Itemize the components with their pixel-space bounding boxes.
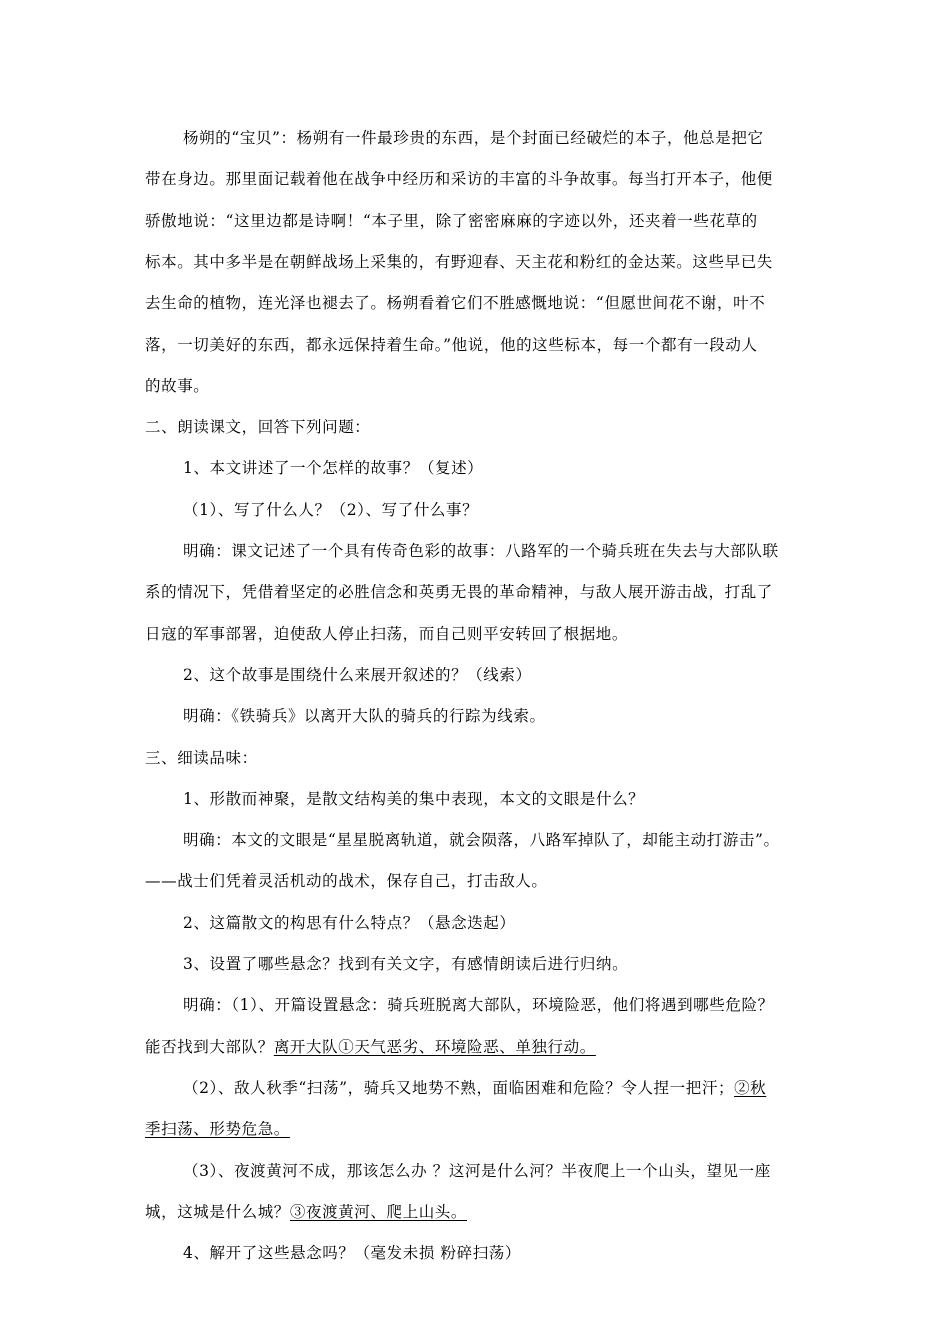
answer-3-3-line-3-text: （2）、敌人秋季“扫荡”，骑兵又地势不熟，面临困难和危险？令人捏一把汗； [183, 1079, 735, 1097]
para-yangshuo-line-6: 落，一切美好的东西，都永远保持着生命。”他说，他的这些标本，每一个都有一段动人 [145, 336, 758, 354]
answer-3-3-line-4 [145, 1119, 290, 1139]
answer-3-3-line-1: 明确：（1）、开篇设置悬念：骑兵班脱离大部队，环境险恶，他们将遇到哪些危险？ [183, 996, 774, 1014]
underlined-note-3: ③夜渡黄河、爬上山头。 [289, 1203, 468, 1221]
para-yangshuo-line-1: 杨朔的“宝贝”：杨朔有一件最珍贵的东西，是个封面已经破烂的本子，他总是把它 [183, 129, 764, 147]
answer-3-3-line-3 [183, 1078, 766, 1098]
answer-2: 明确：《铁骑兵》以离开大队的骑兵的行踪为线索。 [183, 707, 546, 725]
answer-3-3-line-2 [145, 1037, 596, 1057]
question-1-sub: （1）、写了什么人？（2）、写了什么事？ [183, 501, 479, 519]
answer-3-3-line-6-text: 城，这城是什么城？ [145, 1203, 290, 1221]
para-yangshuo-line-5: 去生命的植物，连光泽也褪去了。杨朔看着它们不胜感慨地说：“但愿世间花不谢，叶不 [145, 294, 766, 312]
para-yangshuo-line-2: 带在身边。那里面记载着他在战争中经历和采访的丰富的斗争故事。每当打开本子，他便 [145, 170, 773, 188]
question-1: 1、本文讲述了一个怎样的故事？（复述） [183, 459, 484, 477]
answer-1-line-2: 系的情况下，凭借着坚定的必胜信念和英勇无畏的革命精神，与敌人展开游击战，打乱了 [145, 583, 773, 601]
question-3-4: 4、解开了这些悬念吗？（毫发未损 粉碎扫荡） [183, 1244, 521, 1262]
underlined-note-2-start: ②秋 [734, 1079, 767, 1097]
question-3-3: 3、设置了哪些悬念？找到有关文字，有感情朗读后进行归纳。 [183, 955, 629, 973]
answer-3-1-line-2: ——战士们凭着灵活机动的战术，保存自己，打击敌人。 [145, 872, 548, 890]
underlined-note-1: 离开大队①天气恶劣、环境险恶、单独行动。 [273, 1038, 596, 1056]
question-3-2: 2、这篇散文的构思有什么特点？（悬念迭起） [183, 914, 516, 932]
para-yangshuo-line-4: 标本。其中多半是在朝鲜战场上采集的，有野迎春、天主花和粉红的金达莱。这些早已失 [145, 253, 773, 271]
answer-3-1-line-1: 明确：本文的文眼是“星星脱离轨道，就会陨落，八路军掉队了，却能主动打游击”。 [183, 831, 780, 849]
underlined-note-2-end: 季扫荡、形势危急。 [145, 1120, 290, 1138]
answer-1-line-3: 日寇的军事部署，迫使敌人停止扫荡，而自己则平安转回了根据地。 [145, 625, 629, 643]
para-yangshuo-line-7: 的故事。 [145, 377, 210, 395]
question-2: 2、这个故事是围绕什么来展开叙述的？（线索） [183, 666, 532, 684]
question-3-1: 1、形散而神聚，是散文结构美的集中表现，本文的文眼是什么？ [183, 790, 645, 808]
para-yangshuo-line-3: 骄傲地说：“这里边都是诗啊！“本子里，除了密密麻麻的字迹以外，还夹着一些花草的 [145, 212, 758, 230]
section-heading-2: 二、朗读课文，回答下列问题： [145, 418, 371, 436]
answer-3-3-line-6 [145, 1202, 467, 1222]
answer-3-3-line-2-text: 能否找到大部队？ [145, 1038, 274, 1056]
answer-3-3-line-5: （3）、夜渡黄河不成，那该怎么办 ？这河是什么河？半夜爬上一个山头，望见一座 [183, 1162, 771, 1180]
section-heading-3: 三、细读品味： [145, 749, 258, 767]
answer-1-line-1: 明确：课文记述了一个具有传奇色彩的故事：八路军的一个骑兵班在失去与大部队联 [183, 542, 779, 560]
